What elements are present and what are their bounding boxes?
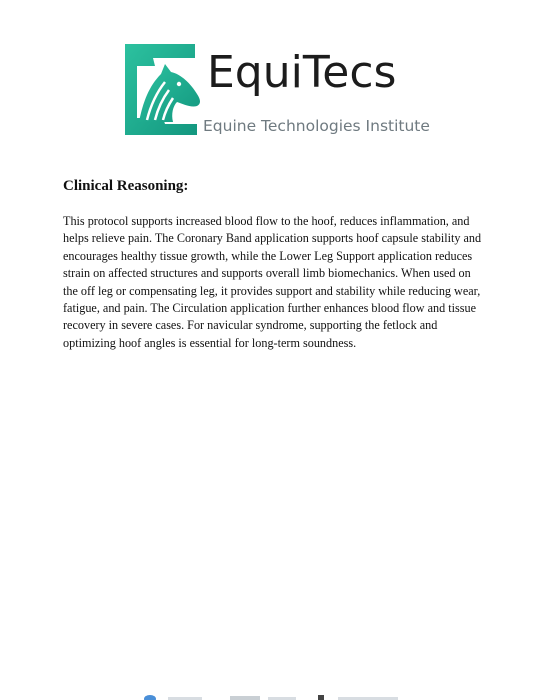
brand-tagline: Equine Technologies Institute [203, 117, 430, 135]
clinical-reasoning-paragraph: This protocol supports increased blood flow to the hoof, reduces inflammation, and helps relieve pain. The Coronary Band application supports hoof capsule stability and encourages healthy tissue growth, while the Lower Leg Support application reduces strain on affected structures and supports overall limb biomechanics. When used on the off leg or compensating leg, it provides support and stability while reducing wear, fatigue, and pain. The Circulation application further enhances blood flow and tissue recovery in severe cases. For navicular syndrome, supporting the fetlock and optimizing hoof angles is essential for long-term soundness. [63, 214, 482, 350]
section-heading: Clinical Reasoning: [63, 178, 189, 194]
brand-name: EquiTecs [207, 47, 397, 98]
footer-logo-strip [138, 690, 403, 700]
horse-head-icon [125, 44, 203, 135]
equitecs-logo [125, 44, 430, 136]
